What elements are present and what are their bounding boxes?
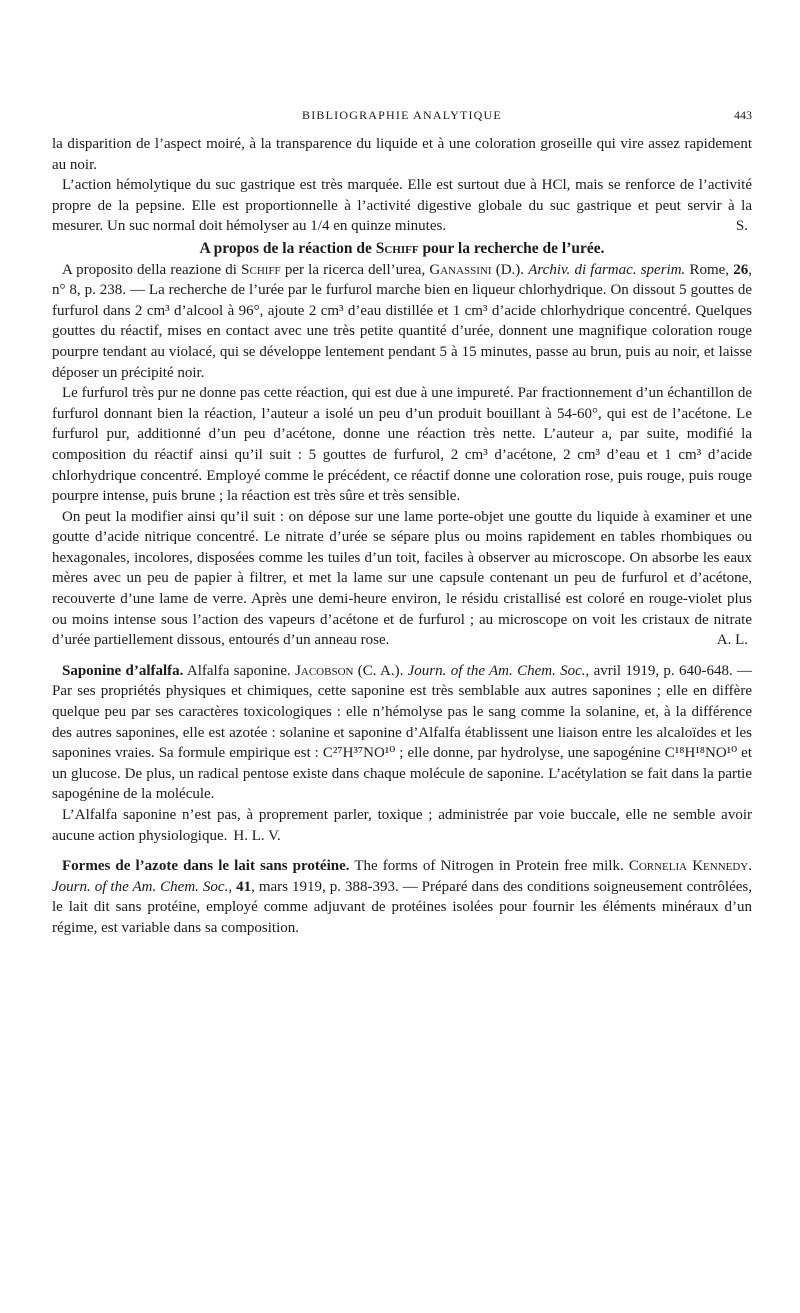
schiff-title-pre: A propos de la réaction de [199, 239, 376, 257]
schiff-ref-initial: (D.). [491, 261, 529, 278]
page-number: 443 [734, 108, 752, 122]
alfalfa-paragraph-2 [52, 805, 752, 846]
alfalfa-paragraph-1 [52, 661, 752, 805]
schiff-section-title [52, 239, 752, 260]
intro-paragraph-2-text: L’action hémolytique du suc gastrique est très marquée. Elle est surtout due à HCl, mais se renforce de l’activité propre de la pepsine. Elle est proportionnelle à l’activité digestive globale du suc gastrique et peut servir à la mesurer. Un suc normal doit hémolyser au 1/4 en quinze minutes. [52, 177, 752, 235]
schiff-ref-volume: 26 [733, 261, 749, 278]
alfalfa-paragraph-2-text: L’Alfalfa saponine n’est pas, à proprement parler, toxique ; administrée par voie buccale, elle ne semble avoir aucune action physiologique. [52, 807, 752, 844]
section-gap [52, 846, 752, 856]
intro-paragraph-1: la disparition de l’aspect moiré, à la transparence du liquide et à une coloration groseille qui vire assez rapidement au noir. [52, 136, 752, 173]
schiff-ref-name: Schiff [241, 261, 281, 278]
schiff-title-name: Schiff [375, 239, 419, 257]
alfalfa-paragraph-1-text: , avril 1919, p. 640-648. — Par ses propriétés physiques et chimiques, cette saponine est très semblable aux autres saponines ; elle en diffère quelque peu par ses caractères toxicologiques : elle n’hémolyse pas le sang comme la solanine, et, à la différence des autres saponines, elle est azotée : solanine et saponine d’Alfalfa établissent une liaison entre les alcaloïdes et les saponines vraies. Sa formule empirique est : C²⁷H³⁷NO¹⁰ ; elle donne, par hydrolyse, une sapogénine C¹⁸H¹⁸NO¹⁰ et un glucose. De plus, un radical pentose existe dans chaque molécule de saponine. L’acétylation se fait dans la partie sapogénine de la molécule. [52, 662, 753, 803]
azote-ref-vol-pre: , [228, 878, 237, 895]
azote-ref-journal: Journ. of the Am. Chem. Soc. [52, 878, 229, 895]
schiff-paragraph-3 [52, 507, 752, 651]
intro-paragraph-2 [52, 175, 752, 237]
schiff-ref-mid: per la ricerca dell’urea, [280, 261, 430, 278]
azote-ref-author: Cornelia Kennedy [628, 858, 749, 875]
alfalfa-ref-pre: Alfalfa saponine. [183, 662, 296, 679]
schiff-signature: A. L. [716, 632, 748, 649]
schiff-paragraph-1-text: , n° 8, p. 238. — La recherche de l’urée par le furfurol marche bien en liqueur chlorhydrique. On dissout 5 gouttes de furfurol dans 2 cm³ d’alcool à 96°, ajoute 2 cm³ d’eau distillée et 1 cm³ d’acide chlorhydrique concentré. Quelques gouttes du réactif, mises en contact avec une très petite quantité d’urée, donnent une magnifique coloration rouge pourpre tendant au violacé, qui se développe lentement pendant 5 à 15 minutes, passe au brun, puis au noir, et laisse déposer un précipité noir. [52, 261, 752, 381]
azote-ref-sep: . [748, 858, 753, 875]
alfalfa-section-title: Saponine d’alfalfa. [62, 662, 184, 679]
azote-section-title: Formes de l’azote dans le lait sans protéine. [62, 858, 350, 875]
alfalfa-ref-journal: Journ. of the Am. Chem. Soc. [407, 662, 586, 679]
alfalfa-ref-initial: (C. A.). [353, 662, 408, 679]
alfalfa-signature: H. L. V. [233, 827, 281, 844]
schiff-ref-author: Ganassini [429, 261, 492, 278]
azote-paragraph-1-text: , mars 1919, p. 388-393. — Préparé dans des conditions soigneusement contrôlées, le lait dit sans protéine, employé comme adjuvant de protéines isolées pour fournir les éléments minéraux d’un régime, est variable dans sa composition. [52, 878, 752, 936]
azote-ref-pre: The forms of Nitrogen in Protein free milk. [349, 858, 629, 875]
schiff-paragraph-2: Le furfurol très pur ne donne pas cette réaction, qui est due à une impureté. Par fractionnement d’un échantillon de furfurol donnant bien la réaction, l’auteur a isolé un peu d’un produit bouillant à 54-60°, qui est de l’acétone. Le furfurol pur, additionné d’un peu d’acétone, donne une réaction très nette. L’auteur a, par suite, modifié la composition du réactif ainsi qu’il suit : 5 gouttes de furfurol, 2 cm³ d’acétone, 2 cm³ d’eau et 1 cm³ d’acide chlorhydrique concentré. Employé comme le précédent, ce réactif donne une coloration rose, puis rouge, puis rouge pourpre intense, puis brune ; la réaction est très sûre et très sensible. [52, 385, 752, 505]
azote-ref-volume: 41 [236, 878, 252, 895]
document-page [52, 108, 752, 939]
alfalfa-ref-author: Jacobson [295, 662, 354, 679]
schiff-title-post: pour la recherche de l’urée. [418, 239, 605, 257]
schiff-paragraph-1 [52, 260, 752, 384]
schiff-ref-city: Rome, [685, 261, 734, 278]
azote-paragraph-1 [52, 856, 752, 938]
intro-signature: S. [735, 218, 748, 235]
section-gap [52, 651, 752, 661]
schiff-ref-journal: Archiv. di farmac. sperim. [528, 261, 686, 278]
schiff-paragraph-3-text: On peut la modifier ainsi qu’il suit : on dépose sur une lame porte-objet une goutte du liquide à examiner et une goutte d’acide nitrique concentré. Le nitrate d’urée se sépare plus ou moins rapidement en tables rhombiques ou hexagonales, incolores, disposées comme les tuiles d’un toit, faciles à observer au microscope. On absorbe les eaux mères avec un peu de papier à filtrer, et met la lame sur une capsule contenant un peu de furfurol et d’acétone, recouverte d’une lame de verre. Après une demi-heure environ, le résidu cristallisé est coloré en rouge-violet plus ou moins intense sous l’action des vapeurs d’acétone et de furfurol ; au microscope on voit les cristaux de nitrate d’urée partiellement dissous, entourés d’un anneau rose. [52, 508, 752, 649]
page-header [52, 108, 752, 130]
running-title: BIBLIOGRAPHIE ANALYTIQUE [302, 108, 502, 122]
schiff-ref-pre: A proposito della reazione di [62, 261, 242, 278]
